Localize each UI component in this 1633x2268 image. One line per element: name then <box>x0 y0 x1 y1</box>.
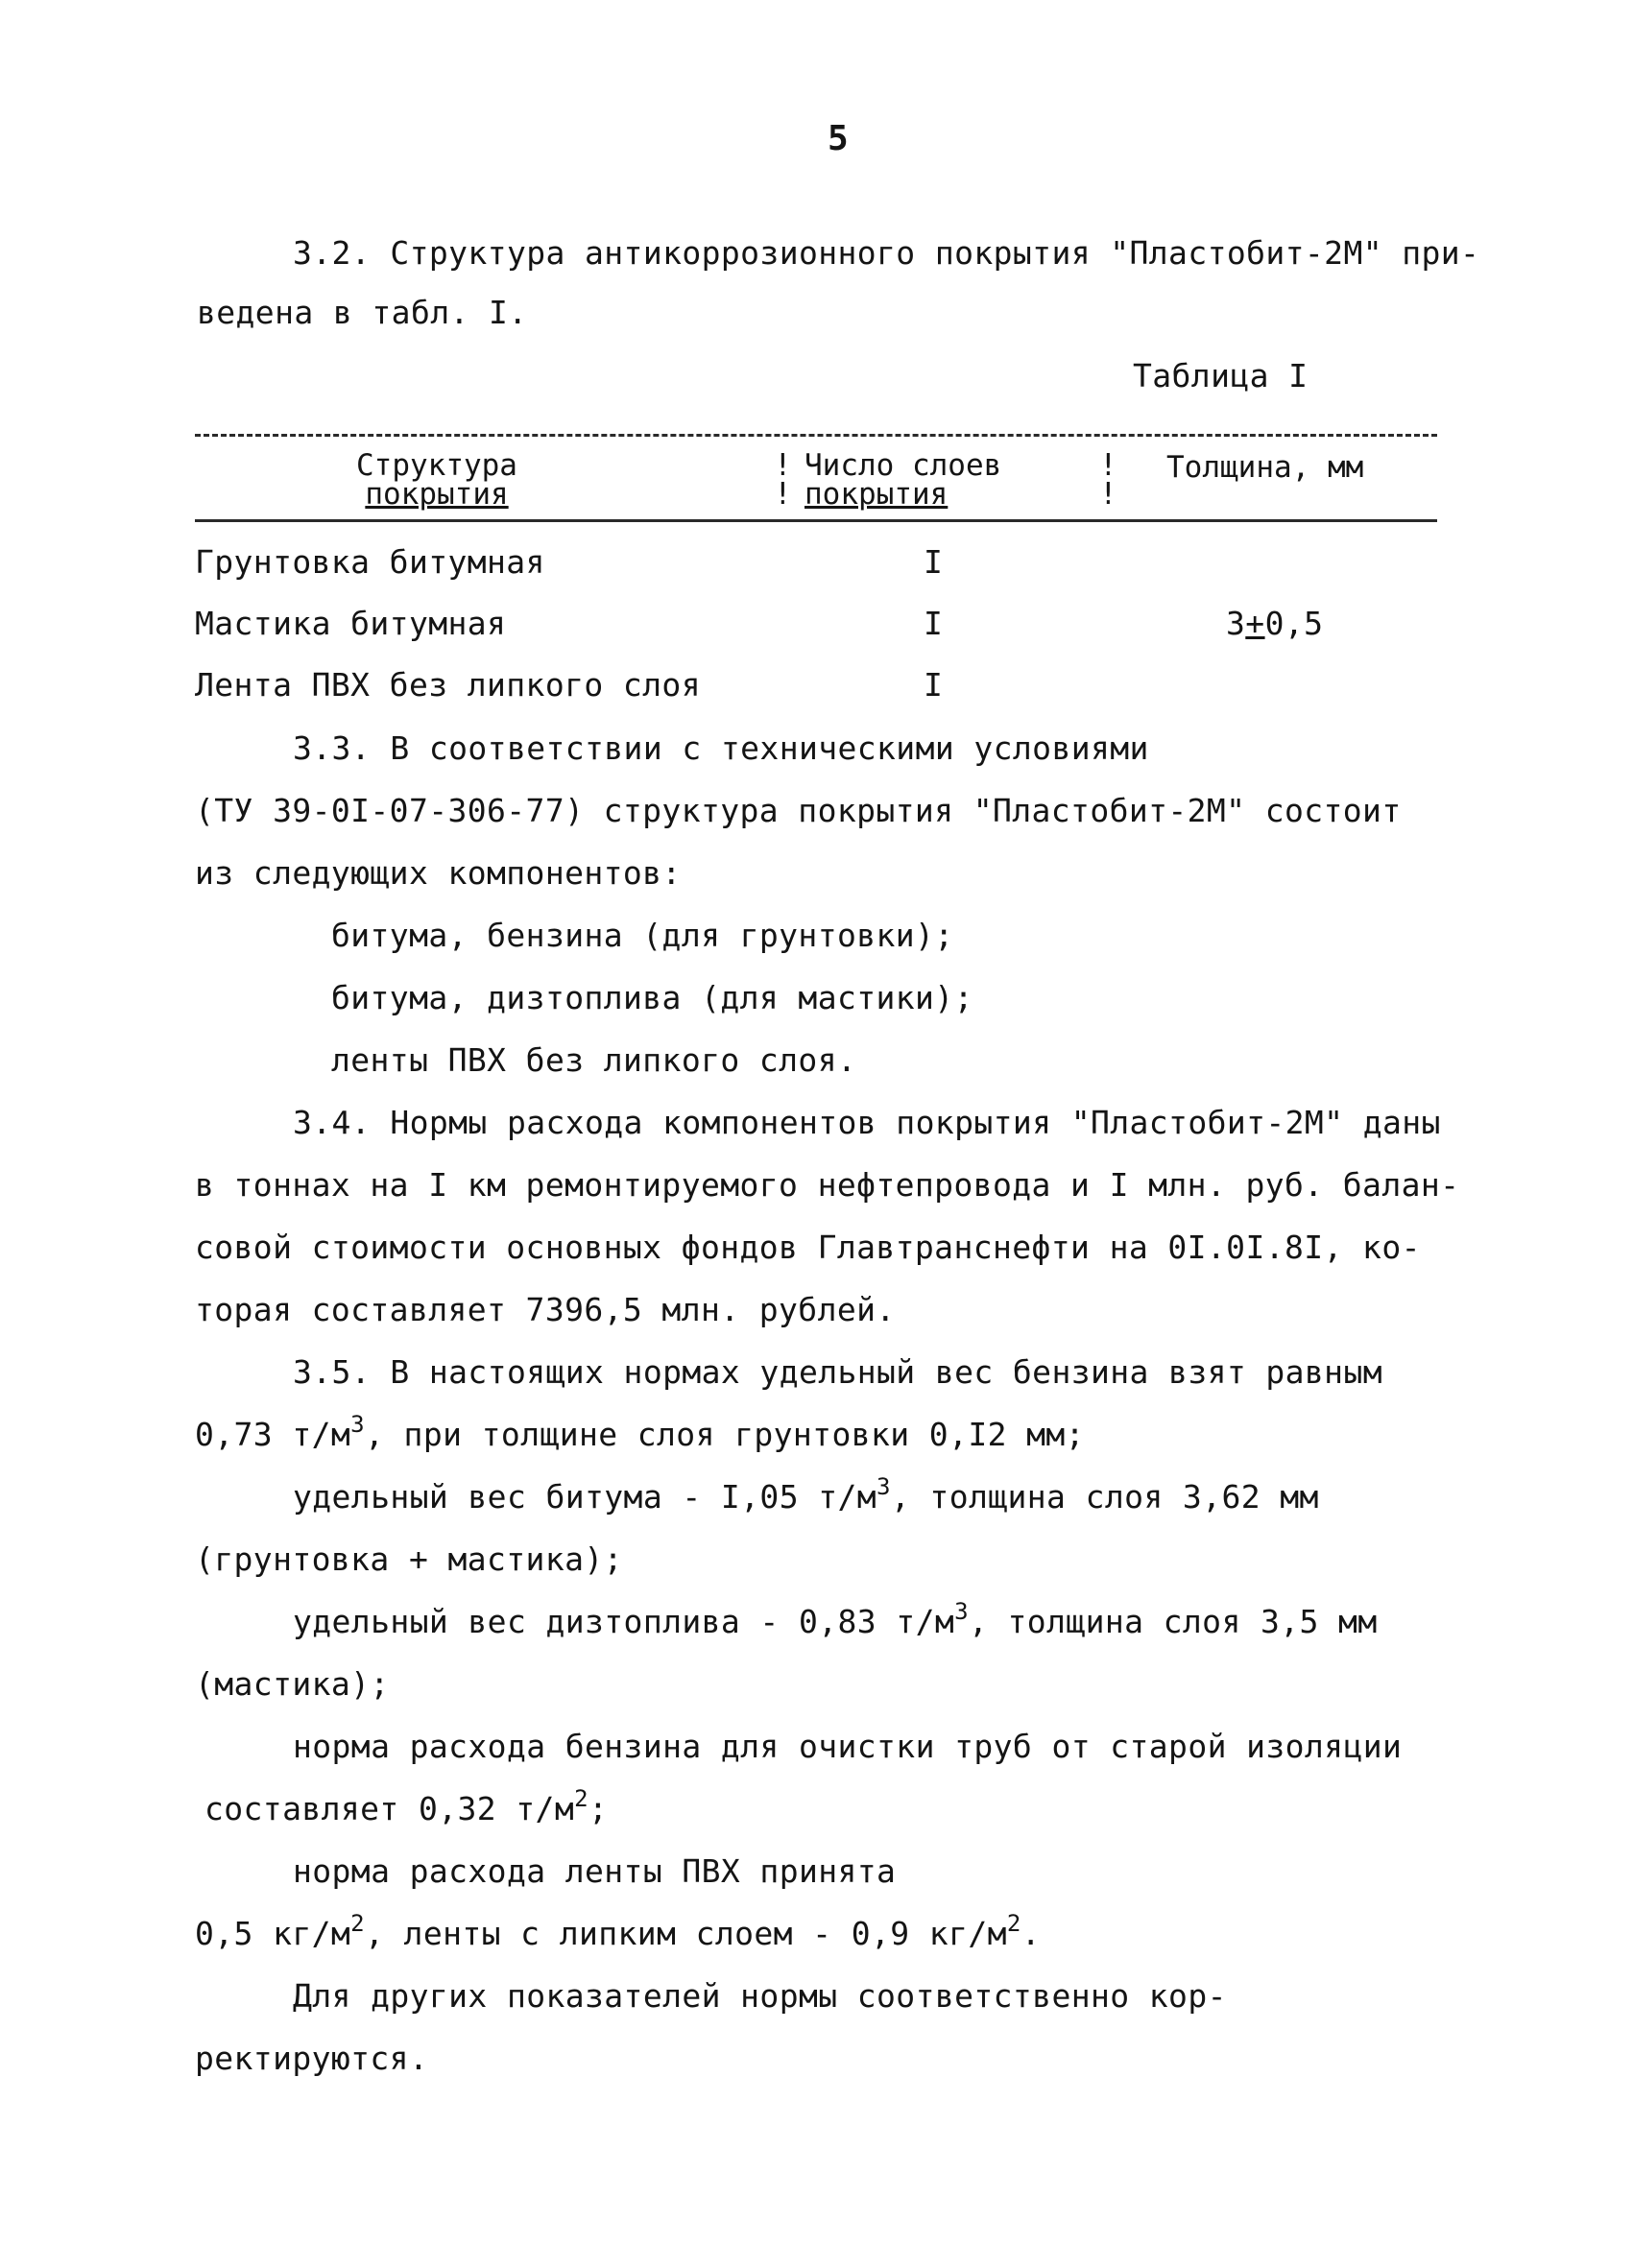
section-3-5-line-3: удельный вес битума - I,05 $т/м^3$, толщина слоя 3,62 мм <box>293 1473 1319 1516</box>
table-row-structure: Мастика битумная <box>195 605 507 642</box>
section-3-5-line-2: 0,73 $т/м^3$, при толщине слоя грунтовки 0,I2 мм; <box>195 1411 1085 1453</box>
section-3-5-line-6: (мастика); <box>195 1665 390 1703</box>
section-3-4-line-3: совой стоимости основных фондов Главтранснефти на 0I.0I.8I, ко- <box>195 1229 1421 1266</box>
table-row-layers: I <box>924 666 944 704</box>
section-3-4-line-1: 3.4. Нормы расхода компонентов покрытия "Пластобит-2М" даны <box>293 1104 1441 1141</box>
section-3-5-line-1: 3.5. В настоящих нормах удельный вес бензина взят равным <box>293 1353 1382 1391</box>
section-3-5-line-11: Для других показателей нормы соответственно кор- <box>293 1977 1227 2015</box>
thickness-rest: 0,5 <box>1264 605 1324 642</box>
header-layers-line-2: покрытия <box>804 477 949 512</box>
component-list-item: ленты ПВХ без липкого слоя. <box>331 1041 857 1079</box>
section-3-5-line-8: составляет 0,32 $т/м^2$; <box>204 1785 609 1827</box>
section-3-5-line-7: норма расхода бензина для очистки труб от старой изоляции <box>293 1728 1403 1765</box>
header-layers-line-1: Число слоев <box>804 448 1002 483</box>
table-row-layers: I <box>924 605 944 642</box>
section-3-2-line-2: ведена в табл. I. <box>197 294 528 331</box>
section-3-5-line-10: 0,5 $кг/м^2$, ленты с липким слоем - 0,9 $кг/м^2$. <box>195 1910 1041 1952</box>
header-separator: ! <box>774 448 792 483</box>
table-row-layers: I <box>924 543 944 581</box>
thickness-plus-minus: + <box>1245 605 1265 642</box>
section-3-5-line-9: норма расхода ленты ПВХ принята <box>293 1852 897 1890</box>
section-3-4-line-4: торая составляет 7396,5 млн. рублей. <box>195 1291 896 1328</box>
table-caption: Таблица I <box>1133 357 1309 394</box>
section-3-4-line-2: в тоннах на I км ремонтируемого нефтепровода и I млн. руб. балан- <box>195 1166 1460 1204</box>
thickness-base: 3 <box>1226 605 1246 642</box>
section-3-3-line-3: из следующих компонентов: <box>195 854 682 892</box>
header-separator: ! <box>774 477 792 512</box>
header-structure-line-1: Структура <box>356 448 517 483</box>
section-3-2-line-1: 3.2. Структура антикоррозионного покрытия "Пластобит-2М" при- <box>293 234 1480 272</box>
section-3-3-line-2: (ТУ 39-0I-07-306-77) структура покрытия "Пластобит-2М" состоит <box>195 792 1402 829</box>
section-3-5-line-12: ректируются. <box>195 2040 429 2077</box>
header-separator: ! <box>1099 448 1117 483</box>
section-3-5-line-5: удельный вес дизтоплива - 0,83 $т/м^3$, толщина слоя 3,5 мм <box>293 1598 1378 1640</box>
table-thickness-value <box>1226 605 1323 643</box>
header-structure <box>317 448 557 512</box>
component-list-item: битума, бензина (для грунтовки); <box>331 917 954 954</box>
header-separator: ! <box>1099 477 1117 512</box>
header-layers <box>804 448 1002 512</box>
component-list-item: битума, дизтоплива (для мастики); <box>331 979 973 1016</box>
section-3-5-line-4: (грунтовка + мастика); <box>195 1540 623 1578</box>
table-header-rule <box>195 519 1437 522</box>
table-row-structure: Лента ПВХ без липкого слоя <box>195 666 701 704</box>
table-top-rule <box>195 434 1437 437</box>
section-3-3-line-1: 3.3. В соответствии с техническими условиями <box>293 729 1149 767</box>
table-row-structure: Грунтовка битумная <box>195 543 545 581</box>
header-structure-line-2: покрытия <box>365 477 509 512</box>
header-thickness: Толщина, мм <box>1166 450 1364 485</box>
page-number: 5 <box>828 119 849 158</box>
